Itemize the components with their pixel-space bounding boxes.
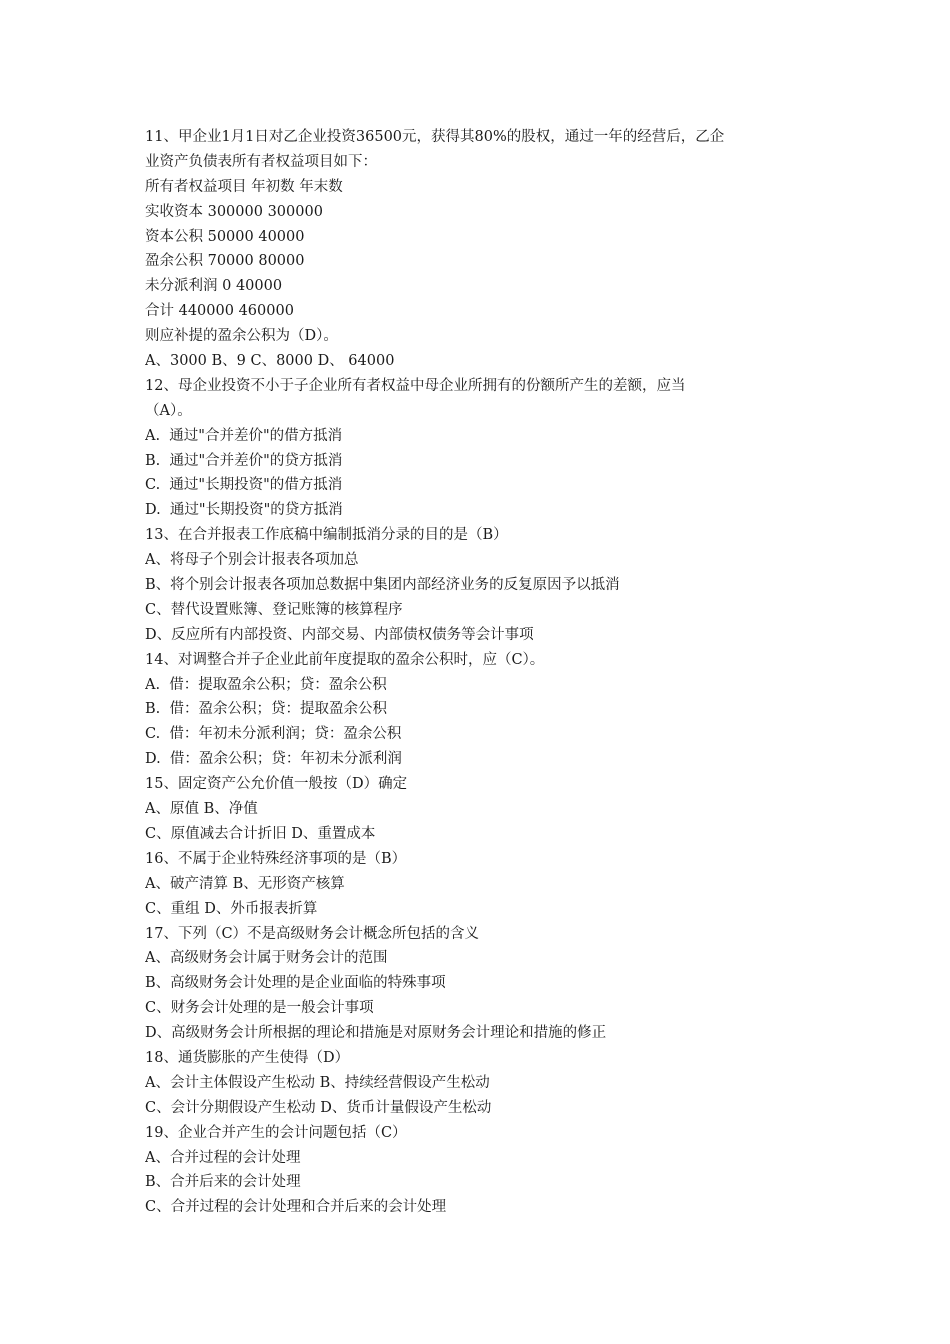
text-line: （A）。 — [145, 402, 192, 419]
text-line: D、高级财务会计所根据的理论和措施是对原财务会计理论和措施的修正 — [145, 1025, 607, 1042]
text-line: 则应补提的盈余公积为（D）。 — [145, 328, 338, 345]
text-line: 合计 440000 460000 — [145, 303, 294, 320]
text-line: A、原值 B、净值 — [145, 801, 258, 818]
text-line: C. 通过"长期投资"的借方抵消 — [145, 477, 343, 494]
text-line: A、合并过程的会计处理 — [145, 1149, 301, 1166]
text-line: A、高级财务会计属于财务会计的范围 — [145, 950, 388, 967]
text-line: D. 借：盈余公积；贷：年初未分派利润 — [145, 751, 402, 768]
text-line: 未分派利润 0 40000 — [145, 278, 283, 295]
text-line: A、破产清算 B、无形资产核算 — [145, 875, 345, 892]
text-line: A、会计主体假设产生松动 B、持续经营假设产生松动 — [145, 1074, 490, 1091]
text-line: A、将母子个别会计报表各项加总 — [145, 552, 359, 569]
document-body — [145, 125, 825, 1220]
text-line: C、原值减去合计折旧 D、重置成本 — [145, 825, 376, 842]
text-line: B. 借：盈余公积；贷：提取盈余公积 — [145, 701, 387, 718]
text-line: 17、下列（C）不是高级财务会计概念所包括的含义 — [145, 925, 480, 942]
text-line: C、会计分期假设产生松动 D、货币计量假设产生松动 — [145, 1099, 492, 1116]
text-line: 所有者权益项目 年初数 年末数 — [145, 178, 343, 195]
text-line: B. 通过"合并差价"的贷方抵消 — [145, 452, 343, 469]
text-line: 16、不属于企业特殊经济事项的是（B） — [145, 850, 407, 867]
text-line: B、将个别会计报表各项加总数据中集团内部经济业务的反复原因予以抵消 — [145, 577, 620, 594]
text-line: C. 借：年初未分派利润；贷：盈余公积 — [145, 726, 402, 743]
text-line: C、重组 D、外币报表折算 — [145, 900, 318, 917]
text-line: 18、通货膨胀的产生使得（D） — [145, 1049, 350, 1066]
text-line: 19、企业合并产生的会计问题包括（C） — [145, 1124, 407, 1141]
text-line: B、高级财务会计处理的是企业面临的特殊事项 — [145, 975, 446, 992]
text-line: 11、甲企业1月1日对乙企业投资36500元，获得其80%的股权，通过一年的经营后，乙企 — [145, 129, 725, 145]
text-line: D. 通过"长期投资"的贷方抵消 — [145, 502, 343, 519]
text-line: C、财务会计处理的是一般会计事项 — [145, 1000, 374, 1017]
text-line: 业资产负债表所有者权益项目如下： — [145, 153, 377, 170]
text-line: C、合并过程的会计处理和合并后来的会计处理 — [145, 1199, 447, 1216]
text-line: D、反应所有内部投资、内部交易、内部债权债务等会计事项 — [145, 626, 534, 643]
text-line: A. 借：提取盈余公积；贷：盈余公积 — [145, 676, 387, 693]
text-line: 14、对调整合并子企业此前年度提取的盈余公积时，应（C）。 — [145, 651, 545, 668]
text-line: B、合并后来的会计处理 — [145, 1174, 301, 1191]
text-line: 盈余公积 70000 80000 — [145, 253, 305, 270]
text-line: A. 通过"合并差价"的借方抵消 — [145, 427, 343, 444]
text-line: C、替代设置账簿、登记账簿的核算程序 — [145, 601, 403, 618]
text-line: A、3000 B、9 C、8000 D、 64000 — [145, 353, 395, 370]
text-line: 15、固定资产公允价值一般按（D）确定 — [145, 776, 408, 793]
text-line: 实收资本 300000 300000 — [145, 203, 323, 220]
text-line: 13、在合并报表工作底稿中编制抵消分录的目的是（B） — [145, 527, 508, 544]
text-line: 资本公积 50000 40000 — [145, 228, 305, 245]
text-line: 12、母企业投资不小于子企业所有者权益中母企业所拥有的份额所产生的差额，应当 — [145, 377, 686, 394]
